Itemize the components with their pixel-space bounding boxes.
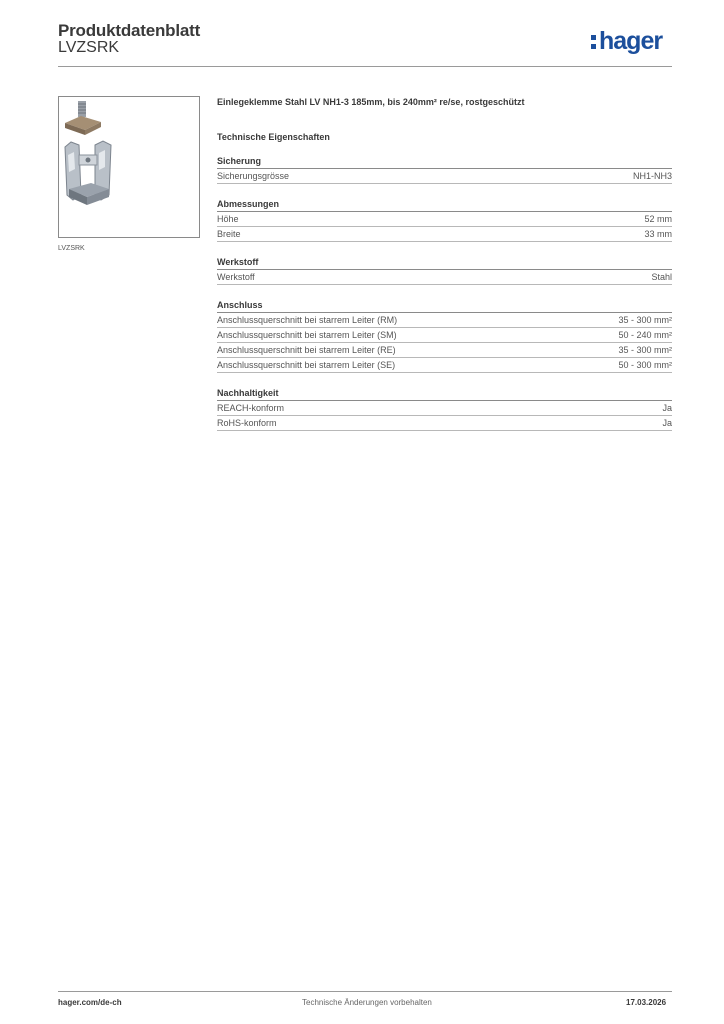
spec-label: Anschlussquerschnitt bei starrem Leiter (RE) xyxy=(217,345,396,355)
group-heading: Werkstoff xyxy=(217,256,672,270)
hager-logo xyxy=(591,26,662,56)
spec-value: Ja xyxy=(662,418,672,428)
group-heading: Anschluss xyxy=(217,299,672,313)
spec-value: 33 mm xyxy=(644,229,672,239)
product-title: Einlegeklemme Stahl LV NH1-3 185mm, bis 240mm² re/se, rostgeschützt xyxy=(217,97,525,107)
spec-row xyxy=(217,227,672,242)
logo-colon-icon xyxy=(591,35,596,49)
product-image xyxy=(58,96,200,238)
spec-value: 35 - 300 mm² xyxy=(618,315,672,325)
header-divider xyxy=(58,66,672,67)
spec-value: 52 mm xyxy=(644,214,672,224)
spec-sheet xyxy=(217,96,672,431)
logo-text: hager xyxy=(599,27,663,55)
group-abmessungen xyxy=(217,198,672,242)
group-heading: Sicherung xyxy=(217,155,672,169)
spec-value: NH1-NH3 xyxy=(632,171,672,181)
spec-row xyxy=(217,416,672,431)
footer-note: Technische Änderungen vorbehalten xyxy=(302,998,432,1007)
spec-label: RoHS-konform xyxy=(217,418,277,428)
spec-row xyxy=(217,401,672,416)
footer-divider xyxy=(58,991,672,992)
group-nachhaltigkeit xyxy=(217,387,672,431)
group-heading: Abmessungen xyxy=(217,198,672,212)
page-title: Produktdatenblatt xyxy=(58,21,201,40)
spec-row xyxy=(217,328,672,343)
section-title: Technische Eigenschaften xyxy=(217,132,330,142)
spec-value: 50 - 300 mm² xyxy=(618,360,672,370)
group-anschluss xyxy=(217,299,672,373)
spec-row xyxy=(217,169,672,184)
product-code: LVZSRK xyxy=(58,39,120,56)
spec-value: 35 - 300 mm² xyxy=(618,345,672,355)
spec-value: 50 - 240 mm² xyxy=(618,330,672,340)
spec-label: Werkstoff xyxy=(217,272,255,282)
spec-label: Anschlussquerschnitt bei starrem Leiter (SE) xyxy=(217,360,396,370)
group-sicherung xyxy=(217,155,672,184)
spec-label: Höhe xyxy=(217,214,239,224)
footer-website-link[interactable]: hager.com/de-ch xyxy=(58,998,122,1007)
spec-label: REACH-konform xyxy=(217,403,285,413)
spec-value: Stahl xyxy=(651,272,672,282)
image-caption: LVZSRK xyxy=(58,245,85,252)
spec-label: Anschlussquerschnitt bei starrem Leiter (RM) xyxy=(217,315,398,325)
spec-label: Sicherungsgrösse xyxy=(217,171,290,181)
group-werkstoff xyxy=(217,256,672,285)
spec-row xyxy=(217,270,672,285)
footer-date: 17.03.2026 xyxy=(626,998,667,1007)
spec-row xyxy=(217,212,672,227)
terminal-clamp-illustration xyxy=(59,97,199,237)
spec-row xyxy=(217,313,672,328)
group-heading: Nachhaltigkeit xyxy=(217,387,672,401)
spec-label: Anschlussquerschnitt bei starrem Leiter (SM) xyxy=(217,330,397,340)
spec-row xyxy=(217,358,672,373)
spec-value: Ja xyxy=(662,403,672,413)
spec-label: Breite xyxy=(217,229,241,239)
spec-row xyxy=(217,343,672,358)
